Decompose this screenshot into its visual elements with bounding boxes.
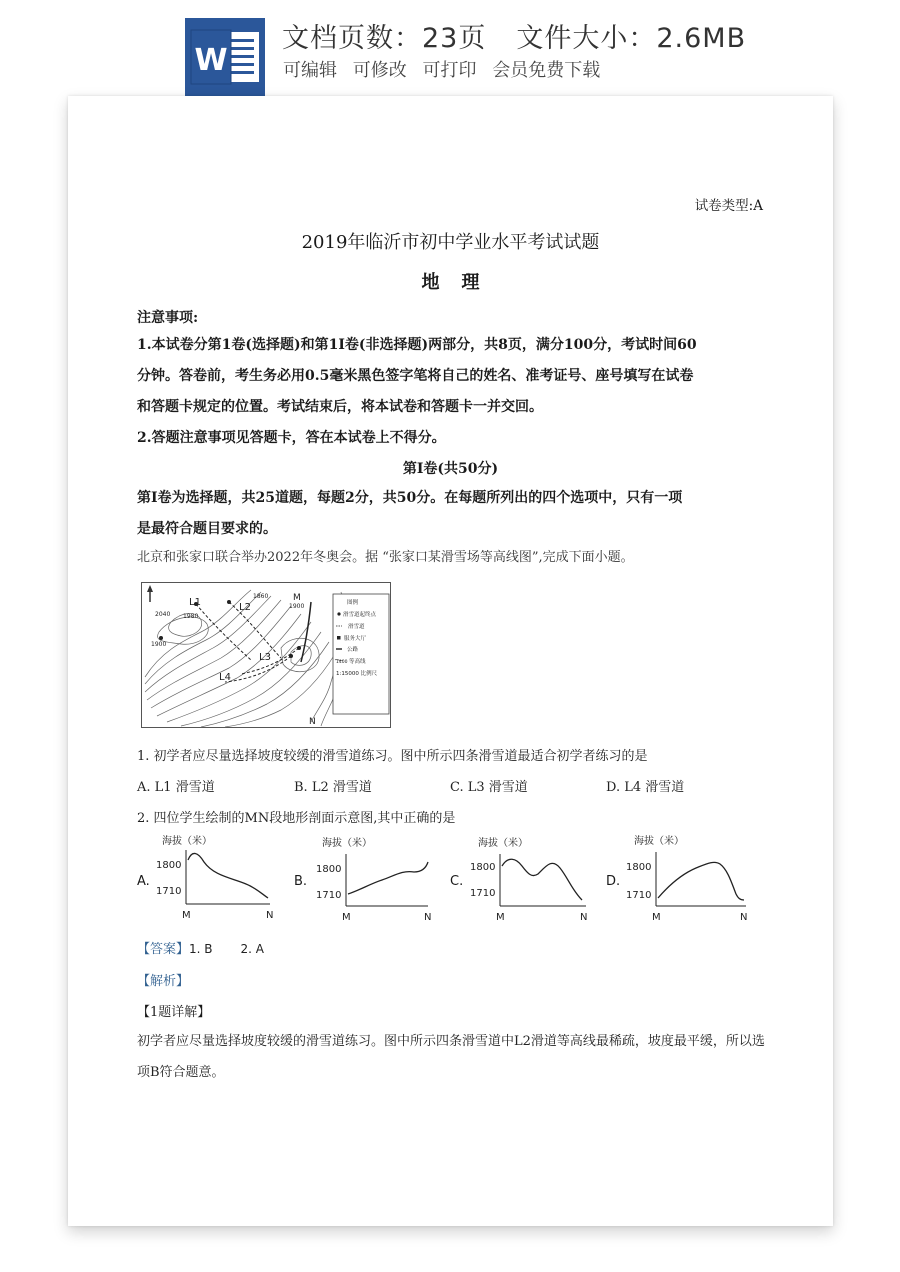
file-size: 文件大小：2.6MB — [516, 23, 747, 54]
profile-d-letter: D. — [606, 874, 621, 889]
document-banner — [0, 0, 900, 96]
map-legend — [333, 594, 389, 714]
map-label-l3: L3 — [259, 652, 271, 663]
map-label-l4: L4 — [219, 672, 231, 683]
profile-chart-d — [622, 832, 772, 927]
profile-tick-1800: 1800 — [316, 864, 342, 875]
profile-n-label: N — [580, 912, 588, 923]
profile-c-letter: C. — [450, 874, 464, 889]
map-label-l1: L1 — [189, 597, 201, 608]
feature-editable: 可编辑 — [283, 60, 337, 81]
profile-n-label: N — [740, 912, 748, 923]
profile-tick-1800: 1800 — [156, 860, 182, 871]
note-1 — [137, 330, 697, 423]
legend-item: 滑雪道起终点 — [343, 612, 377, 618]
section-intro — [137, 483, 682, 545]
profile-m-label: M — [496, 912, 505, 923]
legend-title: 图例 — [347, 600, 359, 606]
legend-item: 1:15000 比例尺 — [336, 671, 378, 677]
legend-contour-value: 1400 — [336, 660, 348, 665]
profile-axis-title: 海拔（米） — [162, 836, 212, 847]
profile-m-label: M — [182, 910, 191, 921]
paper-title: 2019年临沂市初中学业水平考试试题 — [301, 232, 600, 253]
detail-heading: 【1题详解】 — [137, 1005, 211, 1020]
analysis-label: 【解析】 — [137, 974, 190, 989]
profile-n-label: N — [424, 912, 432, 923]
answer-line — [137, 938, 264, 957]
q1-option-b: B. L2 滑雪道 — [294, 780, 372, 795]
profile-tick-1710: 1710 — [470, 888, 496, 899]
contour-value: 1980 — [183, 613, 199, 620]
q1-option-c: C. L3 滑雪道 — [450, 780, 528, 795]
legend-item: 等高线 — [349, 659, 366, 665]
feature-printable: 可打印 — [422, 60, 477, 81]
profile-b-letter: B. — [294, 874, 308, 889]
profile-chart-a — [152, 832, 302, 927]
note-2: 2.答题注意事项见答题卡，答在本试卷上不得分。 — [137, 430, 446, 446]
profile-chart-c — [466, 832, 616, 927]
profile-axis-title: 海拔（米） — [322, 838, 372, 849]
profile-axis-title: 海拔（米） — [634, 836, 684, 847]
profile-tick-1800: 1800 — [470, 862, 496, 873]
word-icon — [185, 18, 265, 96]
profile-m-label: M — [342, 912, 351, 923]
paper-type: 试卷类型:A — [694, 198, 763, 214]
section-intro-line: 是最符合题目要求的。 — [137, 521, 277, 537]
question-1: 1. 初学者应尽量选择坡度较缓的滑雪道练习。图中所示四条滑雪道最适合初学者练习的是 — [137, 749, 648, 764]
contour-value: 1860 — [253, 593, 269, 600]
paper-subject: 地理 — [421, 272, 502, 293]
profile-axis-title: 海拔（米） — [478, 838, 528, 849]
map-label-m: M — [293, 593, 301, 603]
note-1-line: 1.本试卷分第1卷(选择题)和第1I卷(非选择题)两部分，共8页，满分100分，考试时间60 — [137, 337, 697, 353]
doc-pages: 文档页数：23页 — [282, 23, 487, 54]
question-stem: 北京和张家口联合举办2022年冬奥会。据 “张家口某滑雪场等高线图”,完成下面小题。 — [137, 550, 634, 565]
map-label-l2: L2 — [239, 602, 251, 613]
contour-value: 2040 — [155, 611, 171, 618]
feature-modifiable: 可修改 — [352, 60, 407, 81]
document-page — [68, 96, 833, 1226]
q1-option-d: D. L4 滑雪道 — [606, 780, 685, 795]
answer-1: 1. B — [189, 942, 213, 956]
answer-2: 2. A — [240, 942, 264, 956]
feature-free-download: 会员免费下载 — [492, 60, 601, 81]
note-1-line: 分钟。答卷前，考生务必用0.5毫米黑色签字笔将自己的姓名、准考证号、座号填写在试卷 — [137, 368, 694, 384]
profile-tick-1710: 1710 — [156, 886, 182, 897]
contour-map — [141, 582, 391, 728]
profile-chart-b — [310, 832, 460, 927]
contour-value: 1900 — [289, 603, 305, 610]
legend-item: 滑雪道 — [348, 624, 365, 630]
section-heading: 第Ⅰ卷(共50分) — [402, 461, 499, 477]
question-2: 2. 四位学生绘制的MN段地形剖面示意图,其中正确的是 — [137, 811, 456, 826]
banner-stats — [282, 16, 746, 55]
legend-item: 服务大厅 — [344, 636, 367, 642]
answer-label: 【答案】 — [137, 942, 190, 957]
profile-m-label: M — [652, 912, 661, 923]
notes-heading: 注意事项: — [137, 310, 199, 326]
banner-features — [283, 56, 610, 82]
explanation-text: 初学者应尽量选择坡度较缓的滑雪道练习。图中所示四条滑雪道中L2滑道等高线最稀疏，坡度最平缓，所以选项B符合题意。 — [137, 1034, 765, 1080]
profile-n-label: N — [266, 910, 274, 921]
legend-item: 公路 — [347, 647, 359, 653]
q1-option-a: A. L1 滑雪道 — [137, 780, 215, 795]
profile-tick-1710: 1710 — [316, 890, 342, 901]
map-label-n: N — [309, 717, 316, 727]
profile-a-letter: A. — [137, 874, 150, 889]
profile-tick-1710: 1710 — [626, 890, 652, 901]
contour-value: 1900 — [151, 641, 167, 648]
note-1-line: 和答题卡规定的位置。考试结束后，将本试卷和答题卡一并交回。 — [137, 399, 543, 415]
profile-tick-1800: 1800 — [626, 862, 652, 873]
word-icon-letter: W — [194, 43, 228, 78]
section-intro-line: 第Ⅰ卷为选择题，共25道题，每题2分，共50分。在每题所列出的四个选项中，只有一项 — [137, 490, 683, 506]
